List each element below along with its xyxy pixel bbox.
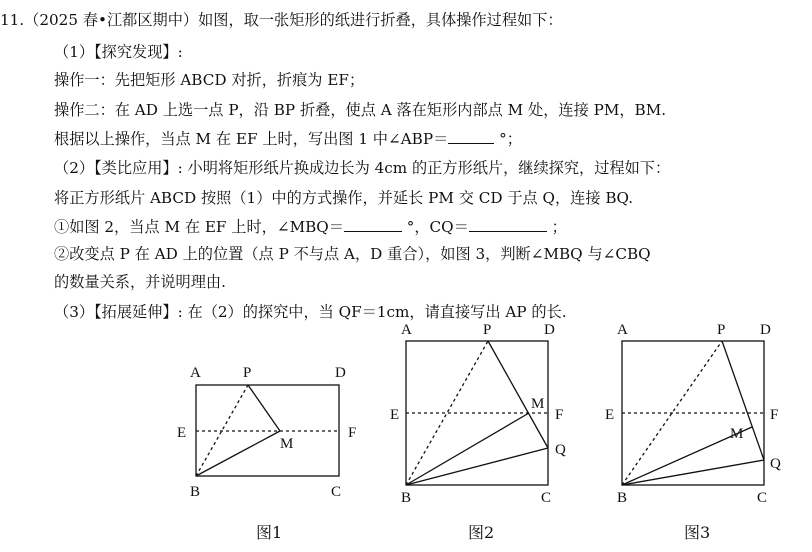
part2-setup: 将正方形纸片 ABCD 按照（1）中的方式操作，并延长 PM 交 CD 于点 Q，连接 BQ. (54, 189, 634, 207)
segment-pq (722, 341, 764, 460)
figure-2-caption: 图2 (468, 523, 495, 542)
label-m: M (730, 426, 744, 442)
problem-number: 11. (0, 11, 25, 29)
operation-two: 操作二：在 AD 上选一点 P，沿 BP 折叠，使点 A 落在矩形内部点 M 处，连接 PM，BM. (54, 101, 667, 119)
label-f: F (348, 425, 357, 441)
problem-source: （2025 春•江都区期中） (24, 11, 199, 29)
label-b: B (190, 484, 201, 500)
label-d: D (335, 365, 346, 381)
figure-1-caption: 图1 (256, 523, 283, 542)
question-2b-line1: ②改变点 P 在 AD 上的位置（点 P 不与点 A，D 重合），如图 3，判断∠MBQ 与∠CBQ (54, 245, 651, 263)
label-c: C (757, 490, 768, 506)
label-a: A (617, 322, 628, 338)
label-b: B (401, 490, 412, 506)
label-q: Q (555, 442, 566, 458)
label-a: A (401, 322, 412, 338)
label-q: Q (770, 456, 781, 472)
figure-3-caption: 图3 (684, 523, 711, 542)
label-a: A (190, 365, 201, 381)
label-m: M (280, 436, 294, 452)
question-2b-line2: 的数量关系，并说明理由. (54, 273, 226, 291)
label-p: P (717, 322, 726, 338)
label-e: E (390, 407, 400, 423)
label-e: E (177, 425, 187, 441)
label-f: F (770, 407, 779, 423)
question-1-text: 根据以上操作，当点 M 在 EF 上时，写出图 1 中∠ABP＝ (54, 130, 449, 148)
question-2a-prefix: ①如图 2，当点 M 在 EF 上时，∠MBQ＝ (54, 218, 344, 236)
question-2a-end: ； (551, 218, 567, 236)
label-p: P (243, 365, 252, 381)
label-b: B (617, 490, 628, 506)
label-e: E (605, 407, 615, 423)
part3: （3）【拓展延伸】: 在（2）的探究中，当 QF＝1cm，请直接写出 AP 的长. (54, 303, 567, 321)
segment-bq (622, 460, 764, 485)
label-c: C (331, 484, 342, 500)
label-c: C (541, 490, 552, 506)
label-f: F (555, 407, 564, 423)
label-p: P (483, 322, 492, 338)
question-1-unit: °； (499, 130, 522, 148)
label-d: D (760, 322, 771, 338)
part2-header: （2）【类比应用】: 小明将矩形纸片换成边长为 4cm 的正方形纸片，继续探究，过程如下： (54, 159, 671, 177)
question-2a-mid: °，CQ＝ (406, 218, 469, 236)
label-d: D (544, 322, 555, 338)
operation-one: 操作一：先把矩形 ABCD 对折，折痕为 EF； (54, 71, 365, 89)
part1-header: （1）【探究发现】: (54, 43, 183, 61)
problem-intro: 如图，取一张矩形的纸进行折叠，具体操作过程如下： (198, 11, 563, 29)
label-m: M (531, 396, 545, 412)
